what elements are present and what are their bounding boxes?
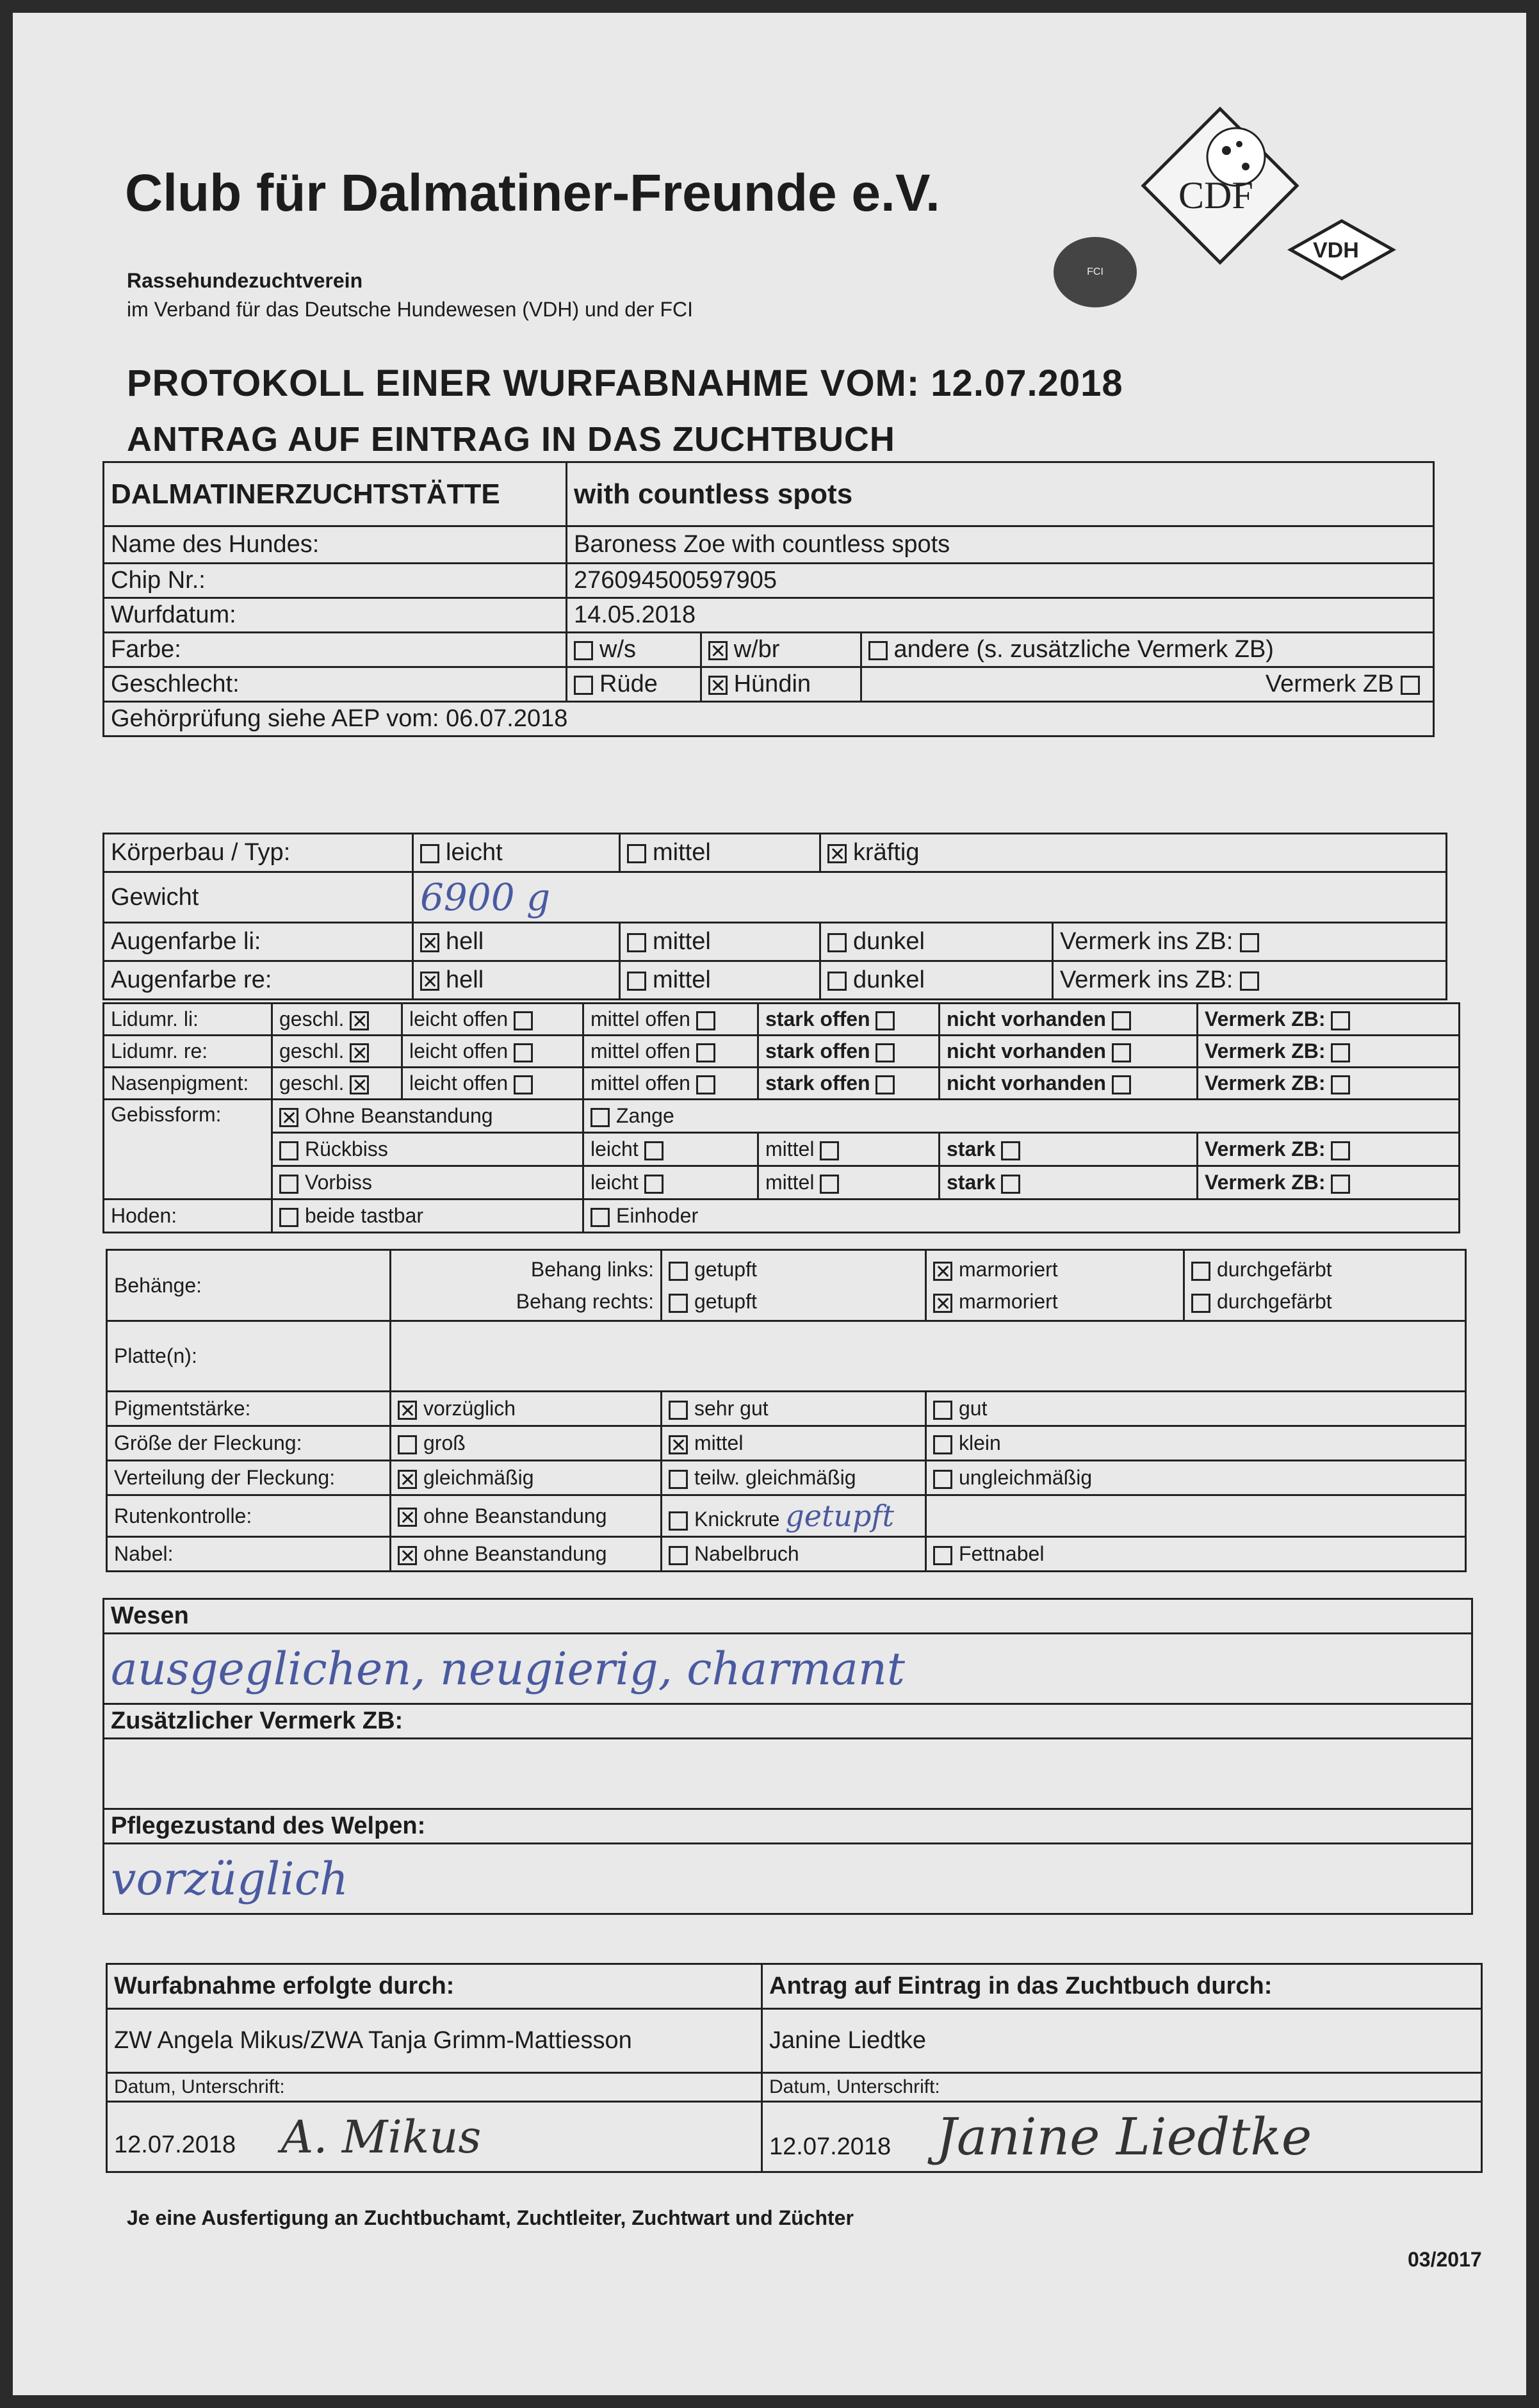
pigment-strength-label: Pigmentstärke: — [107, 1392, 391, 1426]
sex-vermerk[interactable]: Vermerk ZB — [861, 667, 1433, 702]
checkbox-pigment-very-good[interactable] — [669, 1401, 688, 1420]
lid-right-medium[interactable]: mittel offen — [583, 1036, 758, 1068]
ears-spotted[interactable]: getupft getupft — [662, 1250, 926, 1321]
checkbox-ears-right-marbled[interactable] — [933, 1294, 952, 1313]
checkbox-nose-closed[interactable] — [350, 1075, 369, 1094]
spot-size-medium[interactable]: ✕ mittel — [662, 1426, 926, 1461]
sex-female[interactable]: ✕ Hündin — [701, 667, 861, 702]
checkbox-ears-left-marbled[interactable] — [933, 1262, 952, 1281]
hearing-test: Gehörprüfung siehe AEP vom: 06.07.2018 — [104, 702, 1434, 736]
care-value: vorzüglich — [111, 1852, 348, 1905]
spot-dist-label: Verteilung der Fleckung: — [107, 1461, 391, 1495]
svg-text:CDF: CDF — [1178, 174, 1253, 216]
nose-strong[interactable]: stark offen — [758, 1068, 940, 1100]
nose-label: Nasenpigment: — [104, 1068, 272, 1100]
eye-right-label: Augenfarbe re: — [104, 961, 413, 1000]
footer-note: Je eine Ausfertigung an Zuchtbuchamt, Zuchtleiter, Zuchtwart und Züchter — [127, 2206, 854, 2229]
checkbox-lid-left-none[interactable] — [1112, 1011, 1131, 1030]
sex-label: Geschlecht: — [104, 667, 567, 702]
checkbox-pigment-good[interactable] — [933, 1401, 952, 1420]
bite-pincer[interactable]: Zange — [583, 1100, 1460, 1133]
navel-label: Nabel: — [107, 1537, 391, 1572]
checkbox-ears-right-solid[interactable] — [1191, 1294, 1210, 1313]
extra-note-label: Zusätzlicher Vermerk ZB: — [104, 1704, 1472, 1739]
bite-over-vermerk[interactable]: Vermerk ZB: — [1198, 1133, 1460, 1166]
sex-male[interactable]: Rüde — [567, 667, 701, 702]
extra-note-value — [104, 1739, 1472, 1809]
bite-over[interactable]: Rückbiss — [272, 1133, 583, 1166]
body-table — [102, 833, 1447, 1000]
kennel-label: DALMATINERZUCHTSTÄTTE — [104, 462, 567, 526]
checkbox-lid-right-vermerk[interactable] — [1331, 1043, 1350, 1062]
club-affiliation: im Verband für das Deutsche Hundewesen (VDH) und der FCI — [127, 298, 693, 321]
notes-table — [102, 1598, 1473, 1915]
done-by-value: ZW Angela Mikus/ZWA Tanja Grimm-Mattiesson — [107, 2009, 762, 2073]
date-label: Wurfdatum: — [104, 598, 567, 633]
lid-right-label: Lidumr. re: — [104, 1036, 272, 1068]
testes-label: Hoden: — [104, 1200, 272, 1233]
bite-under-medium[interactable]: mittel — [758, 1166, 940, 1200]
bite-ok[interactable]: ✕ Ohne Beanstandung — [272, 1100, 583, 1133]
checkbox-ears-left-spotted[interactable] — [669, 1262, 688, 1281]
color-wbr[interactable]: ✕ w/br — [701, 633, 861, 667]
patches-value — [391, 1321, 1466, 1392]
eye-left-light[interactable]: ✕ hell — [413, 923, 620, 961]
build-label: Körperbau / Typ: — [104, 834, 413, 872]
checkbox-bite-under-vermerk[interactable] — [1331, 1175, 1350, 1194]
checkbox-eye-right-medium[interactable] — [627, 972, 646, 991]
lid-left-row — [104, 1004, 1460, 1036]
checkbox-tail-ok[interactable] — [398, 1508, 417, 1527]
checkbox-lid-left-vermerk[interactable] — [1331, 1011, 1350, 1030]
checkbox-bite-over-vermerk[interactable] — [1331, 1141, 1350, 1160]
checkbox-bite-ok[interactable] — [279, 1108, 298, 1127]
checkbox-bite-over-strong[interactable] — [1001, 1141, 1020, 1160]
checkbox-bite-pincer[interactable] — [590, 1108, 610, 1127]
weight-label: Gewicht — [104, 872, 413, 923]
bite-label: Gebissform: — [104, 1100, 272, 1200]
checkbox-spot-size-small[interactable] — [933, 1435, 952, 1454]
weight-value: 6900 g — [420, 875, 551, 919]
checkbox-lid-right-none[interactable] — [1112, 1043, 1131, 1062]
bite-under-vermerk[interactable]: Vermerk ZB: — [1198, 1166, 1460, 1200]
navel-fat[interactable]: Fettnabel — [926, 1537, 1466, 1572]
checkbox-ws[interactable] — [574, 641, 593, 660]
ears-left-label: Behang links: — [530, 1258, 654, 1281]
name-value: Baroness Zoe with countless spots — [567, 526, 1434, 564]
chip-label: Chip Nr.: — [104, 564, 567, 598]
pigment-very-good[interactable]: sehr gut — [662, 1392, 926, 1426]
checkbox-bite-under-strong[interactable] — [1001, 1175, 1020, 1194]
checkbox-eye-right-dark[interactable] — [827, 972, 847, 991]
ears-label: Behänge: — [107, 1250, 391, 1321]
navel-ok[interactable]: ✕ ohne Beanstandung — [391, 1537, 662, 1572]
checkbox-ears-right-spotted[interactable] — [669, 1294, 688, 1313]
checkbox-nose-none[interactable] — [1112, 1075, 1131, 1094]
eye-right-dark[interactable]: dunkel — [820, 961, 1053, 1000]
checkbox-eye-left-light[interactable] — [420, 933, 439, 952]
kennel-value: with countless spots — [567, 462, 1434, 526]
bite-over-light[interactable]: leicht — [583, 1133, 758, 1166]
lid-left-light[interactable]: leicht offen — [402, 1004, 583, 1036]
tail-label: Rutenkontrolle: — [107, 1495, 391, 1537]
done-by-label: Wurfabnahme erfolgte durch: — [107, 1964, 762, 2009]
cdf-logo-icon — [1140, 106, 1300, 266]
checkbox-navel-hernia[interactable] — [669, 1546, 688, 1565]
lid-right-none[interactable]: nicht vorhanden — [940, 1036, 1198, 1068]
tail-note: getupft — [785, 1499, 895, 1533]
lid-left-closed[interactable]: geschl. ✕ — [272, 1004, 402, 1036]
temperament-value: ausgeglichen, neugierig, charmant — [111, 1642, 906, 1695]
tail-kink[interactable]: Knickrute getupft — [662, 1495, 926, 1537]
checkbox-female[interactable] — [708, 676, 728, 695]
vdh-logo-icon — [1287, 218, 1396, 282]
signature-right: Janine Liedtke — [936, 2107, 1312, 2167]
checkbox-bite-under-light[interactable] — [644, 1175, 664, 1194]
protocol-heading: PROTOKOLL EINER WURFABNAHME VOM: 12.07.2018 — [127, 362, 1123, 404]
color-other[interactable]: andere (s. zusätzliche Vermerk ZB) — [861, 633, 1433, 667]
pigment-good[interactable]: gut — [926, 1392, 1466, 1426]
form-version: 03/2017 — [1408, 2248, 1482, 2271]
spot-size-small[interactable]: klein — [926, 1426, 1466, 1461]
checkbox-spot-dist-partial[interactable] — [669, 1470, 688, 1489]
checkbox-tail-kink[interactable] — [669, 1511, 688, 1531]
checkbox-bite-under[interactable] — [279, 1175, 298, 1194]
checkbox-lid-left-medium[interactable] — [696, 1011, 715, 1030]
checkbox-bite-under-medium[interactable] — [820, 1175, 839, 1194]
build-light[interactable]: leicht — [413, 834, 620, 872]
coat-table — [106, 1249, 1467, 1572]
request-label: Antrag auf Eintrag in das Zuchtbuch durch: — [762, 1964, 1482, 2009]
lid-left-medium[interactable]: mittel offen — [583, 1004, 758, 1036]
lid-right-vermerk[interactable]: Vermerk ZB: — [1198, 1036, 1460, 1068]
checkbox-nose-medium[interactable] — [696, 1075, 715, 1094]
chip-value: 276094500597905 — [567, 564, 1434, 598]
pigment-excellent[interactable]: ✕ vorzüglich — [391, 1392, 662, 1426]
nose-medium[interactable]: mittel offen — [583, 1068, 758, 1100]
checkbox-spot-size-large[interactable] — [398, 1435, 417, 1454]
checkbox-vermerk-zb[interactable] — [1401, 676, 1420, 695]
lid-right-row — [104, 1036, 1460, 1068]
eye-right-light[interactable]: ✕ hell — [413, 961, 620, 1000]
checkbox-nose-strong[interactable] — [875, 1075, 895, 1094]
checkbox-build-strong[interactable] — [827, 844, 847, 863]
bite-over-medium[interactable]: mittel — [758, 1133, 940, 1166]
checkbox-nose-light[interactable] — [514, 1075, 533, 1094]
lid-right-closed[interactable]: geschl. ✕ — [272, 1036, 402, 1068]
color-ws[interactable]: w/s — [567, 633, 701, 667]
eye-left-medium[interactable]: mittel — [620, 923, 820, 961]
date-left: 12.07.2018 — [114, 2131, 236, 2158]
lid-left-vermerk[interactable]: Vermerk ZB: — [1198, 1004, 1460, 1036]
checkbox-spot-dist-uneven[interactable] — [933, 1470, 952, 1489]
checkbox-navel-ok[interactable] — [398, 1546, 417, 1565]
bite-under-light[interactable]: leicht — [583, 1166, 758, 1200]
lid-left-none[interactable]: nicht vorhanden — [940, 1004, 1198, 1036]
checkbox-male[interactable] — [574, 676, 593, 695]
checkbox-eye-right-vermerk[interactable] — [1240, 972, 1259, 991]
eye-right-medium[interactable]: mittel — [620, 961, 820, 1000]
date-sig-label-left: Datum, Unterschrift: — [107, 2073, 762, 2102]
signature-table — [106, 1963, 1483, 2173]
checkbox-eye-left-vermerk[interactable] — [1240, 933, 1259, 952]
tail-ok[interactable]: ✕ ohne Beanstandung — [391, 1495, 662, 1537]
nose-row — [104, 1068, 1460, 1100]
checkbox-wbr[interactable] — [708, 641, 728, 660]
fci-seal-icon: FCI — [1054, 237, 1137, 307]
build-strong[interactable]: ✕ kräftig — [820, 834, 1447, 872]
checkbox-lid-left-light[interactable] — [514, 1011, 533, 1030]
studbook-heading: ANTRAG AUF EINTRAG IN DAS ZUCHTBUCH — [127, 420, 895, 459]
checkbox-ears-left-solid[interactable] — [1191, 1262, 1210, 1281]
spot-dist-even[interactable]: ✕ gleichmäßig — [391, 1461, 662, 1495]
build-medium[interactable]: mittel — [620, 834, 820, 872]
ears-right-label: Behang rechts: — [516, 1290, 654, 1313]
checkbox-pigment-excellent[interactable] — [398, 1401, 417, 1420]
eye-left-vermerk[interactable]: Vermerk ins ZB: — [1053, 923, 1447, 961]
checkbox-bite-over[interactable] — [279, 1141, 298, 1160]
eye-right-vermerk[interactable]: Vermerk ins ZB: — [1053, 961, 1447, 1000]
checkbox-testes-both[interactable] — [279, 1208, 298, 1227]
temperament-label: Wesen — [104, 1599, 1472, 1634]
lid-left-label: Lidumr. li: — [104, 1004, 272, 1036]
testes-both[interactable]: beide tastbar — [272, 1200, 583, 1233]
checkbox-spot-dist-even[interactable] — [398, 1470, 417, 1489]
checkbox-lid-left-closed[interactable] — [350, 1011, 369, 1030]
checkbox-eye-left-dark[interactable] — [827, 933, 847, 952]
spot-dist-partial[interactable]: teilw. gleichmäßig — [662, 1461, 926, 1495]
checkbox-build-light[interactable] — [420, 844, 439, 863]
testes-one[interactable]: Einhoder — [583, 1200, 1460, 1233]
form-page — [13, 13, 1526, 2395]
date-sig-label-right: Datum, Unterschrift: — [762, 2073, 1482, 2102]
checkbox-other[interactable] — [868, 641, 888, 660]
date-value: 14.05.2018 — [567, 598, 1434, 633]
name-label: Name des Hundes: — [104, 526, 567, 564]
checkbox-eye-left-medium[interactable] — [627, 933, 646, 952]
nose-none[interactable]: nicht vorhanden — [940, 1068, 1198, 1100]
lid-right-light[interactable]: leicht offen — [402, 1036, 583, 1068]
bite-under[interactable]: Vorbiss — [272, 1166, 583, 1200]
checkbox-lid-right-light[interactable] — [514, 1043, 533, 1062]
date-right: 12.07.2018 — [769, 2133, 892, 2160]
eye-left-dark[interactable]: dunkel — [820, 923, 1053, 961]
checkbox-bite-over-medium[interactable] — [820, 1141, 839, 1160]
ears-solid[interactable]: durchgefärbt durchgefärbt — [1184, 1250, 1466, 1321]
checkbox-lid-right-closed[interactable] — [350, 1043, 369, 1062]
checkbox-navel-fat[interactable] — [933, 1546, 952, 1565]
club-subtitle: Rassehundezuchtverein — [127, 269, 363, 292]
checkbox-bite-over-light[interactable] — [644, 1141, 664, 1160]
lid-left-strong[interactable]: stark offen — [758, 1004, 940, 1036]
nose-light[interactable]: leicht offen — [402, 1068, 583, 1100]
request-value: Janine Liedtke — [762, 2009, 1482, 2073]
checkbox-spot-size-medium[interactable] — [669, 1435, 688, 1454]
checkbox-lid-right-medium[interactable] — [696, 1043, 715, 1062]
checkbox-testes-one[interactable] — [590, 1208, 610, 1227]
checkbox-nose-vermerk[interactable] — [1331, 1075, 1350, 1094]
checkbox-lid-left-strong[interactable] — [875, 1011, 895, 1030]
checkbox-build-medium[interactable] — [627, 844, 646, 863]
pigment-table — [102, 1002, 1460, 1233]
svg-text:VDH: VDH — [1313, 238, 1359, 263]
checkbox-lid-right-strong[interactable] — [875, 1043, 895, 1062]
nose-closed[interactable]: geschl. ✕ — [272, 1068, 402, 1100]
spot-size-large[interactable]: groß — [391, 1426, 662, 1461]
checkbox-eye-right-light[interactable] — [420, 972, 439, 991]
bite-under-strong[interactable]: stark — [940, 1166, 1198, 1200]
ears-marbled[interactable]: ✕marmoriert ✕marmoriert — [926, 1250, 1184, 1321]
lid-right-strong[interactable]: stark offen — [758, 1036, 940, 1068]
spot-dist-uneven[interactable]: ungleichmäßig — [926, 1461, 1466, 1495]
navel-hernia[interactable]: Nabelbruch — [662, 1537, 926, 1572]
color-label: Farbe: — [104, 633, 567, 667]
nose-vermerk[interactable]: Vermerk ZB: — [1198, 1068, 1460, 1100]
club-title: Club für Dalmatiner-Freunde e.V. — [125, 164, 940, 222]
care-label: Pflegezustand des Welpen: — [104, 1809, 1472, 1844]
bite-over-strong[interactable]: stark — [940, 1133, 1198, 1166]
spot-size-label: Größe der Fleckung: — [107, 1426, 391, 1461]
patches-label: Platte(n): — [107, 1321, 391, 1392]
eye-left-label: Augenfarbe li: — [104, 923, 413, 961]
signature-left: A. Mikus — [281, 2110, 482, 2163]
basic-info-table — [102, 461, 1435, 737]
